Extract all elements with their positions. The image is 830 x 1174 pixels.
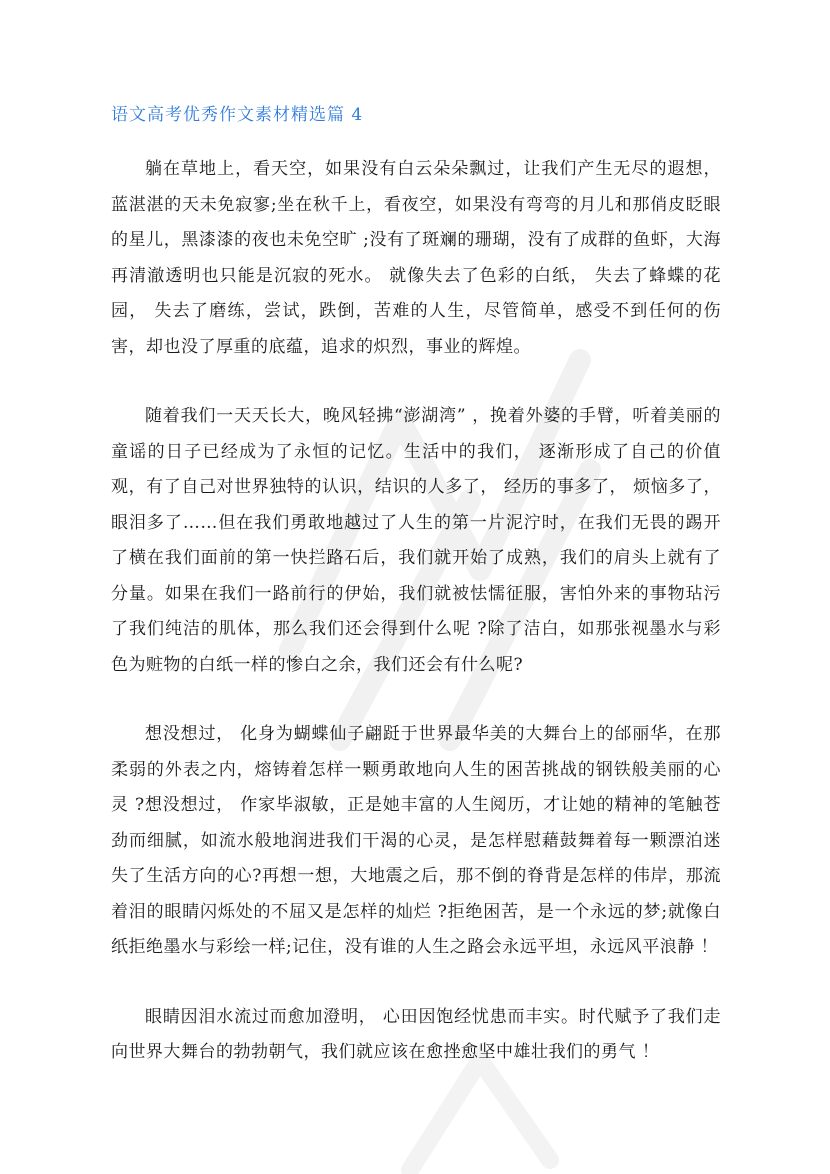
document-title: 语文高考优秀作文素材精选篇 4 xyxy=(111,105,364,125)
document-body xyxy=(111,152,721,1105)
paragraph-3: 想没想过， 化身为蝴蝶仙子翩跹于世界最华美的大舞台上的邰丽华，在那柔弱的外表之内，熔铸着怎样一颗勇敢地向人生的困苦挑战的钢铁般美丽的心灵 ?想没想过， 作家毕淑敏，正是她丰富的人生阅历，才让她的精神的笔触苍劲而细腻，如流水般地润进我们干渴的心灵，是怎样慰藉鼓舞着每一颗漂泊迷失了生活方向的心?再想一想，大地震之后，那不倒的脊背是怎样的伟岸，那流着泪的眼睛闪烁处的不屈又是怎样的灿烂 ?拒绝困苦，是一个永远的梦;就像白纸拒绝墨水与彩绘一样;记住，没有谁的人生之路会永远平坦，永远风平浪静 ！ xyxy=(111,724,721,957)
paragraph-1: 躺在草地上，看天空，如果没有白云朵朵飘过，让我们产生无尽的遐想，蓝湛湛的天未免寂寥;坐在秋千上，看夜空，如果没有弯弯的月儿和那俏皮眨眼的星儿，黑漆漆的夜也未免空旷 ;没有了斑斓的珊瑚，没有了成群的鱼虾，大海再清澈透明也只能是沉寂的死水。 就像失去了色彩的白纸， 失去了蜂蝶的花园， 失去了磨练，尝试，跌倒，苦难的人生，尽管简单，感受不到任何的伤害，却也没了厚重的底蕴，追求的炽烈，事业的辉煌。 xyxy=(111,159,721,357)
paragraph-2: 随着我们一天天长大，晚风轻拂“澎湖湾” ，挽着外婆的手臂，听着美丽的童谣的日子已经成为了永恒的记忆。生活中的我们， 逐渐形成了自己的价值观，有了自己对世界独特的认识，结识的人多了， 经历的事多了， 烦恼多了，眼泪多了……但在我们勇敢地越过了人生的第一片泥泞时，在我们无畏的踢开了横在我们面前的第一快拦路石后，我们就开始了成熟，我们的肩头上就有了分量。如果在我们一路前行的伊始，我们就被怯懦征服，害怕外来的事物玷污了我们纯洁的肌体，那么我们还会得到什么呢 ?除了洁白，如那张视墨水与彩色为赃物的白纸一样的惨白之余，我们还会有什么呢? xyxy=(111,406,721,675)
paragraph-4: 眼睛因泪水流过而愈加澄明， 心田因饱经忧患而丰实。时代赋予了我们走向世界大舞台的勃勃朝气，我们就应该在愈挫愈坚中雄壮我们的勇气 ！ xyxy=(111,1006,721,1062)
